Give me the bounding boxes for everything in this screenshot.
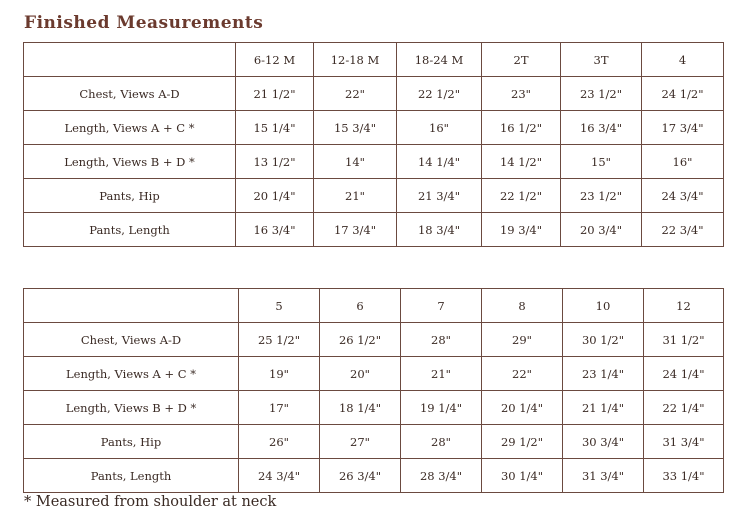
measurement-cell: 28 3/4" <box>401 459 482 493</box>
table-row <box>24 323 724 357</box>
measurement-cell: 31 3/4" <box>644 425 724 459</box>
measurement-cell: 22 3/4" <box>642 213 724 247</box>
size-header: 18-24 M <box>397 43 482 77</box>
table-row <box>24 391 724 425</box>
table-header-row <box>24 289 724 323</box>
size-header: 12-18 M <box>314 43 397 77</box>
measurement-cell: 21 1/2" <box>236 77 314 111</box>
measurement-cell: 16" <box>642 145 724 179</box>
page-title: Finished Measurements <box>24 13 264 33</box>
measurement-cell: 17 3/4" <box>642 111 724 145</box>
measurement-cell: 30 3/4" <box>563 425 644 459</box>
measurement-cell: 27" <box>320 425 401 459</box>
table-row <box>24 459 724 493</box>
measurement-cell: 22 1/2" <box>397 77 482 111</box>
measurement-cell: 33 1/4" <box>644 459 724 493</box>
size-header: 3T <box>561 43 642 77</box>
measurement-cell: 30 1/4" <box>482 459 563 493</box>
measurement-cell: 22 1/2" <box>482 179 561 213</box>
measurement-cell: 24 1/2" <box>642 77 724 111</box>
measurement-cell: 23 1/2" <box>561 179 642 213</box>
measurement-cell: 21" <box>314 179 397 213</box>
row-label: Pants, Hip <box>24 179 236 213</box>
row-label: Length, Views B + D * <box>24 391 239 425</box>
measurement-cell: 14 1/4" <box>397 145 482 179</box>
size-header: 6 <box>320 289 401 323</box>
row-label: Length, Views A + C * <box>24 111 236 145</box>
measurement-cell: 16" <box>397 111 482 145</box>
row-label: Pants, Length <box>24 459 239 493</box>
corner-cell <box>24 289 239 323</box>
size-header: 10 <box>563 289 644 323</box>
measurement-cell: 28" <box>401 323 482 357</box>
measurement-cell: 25 1/2" <box>239 323 320 357</box>
size-header: 12 <box>644 289 724 323</box>
table-row <box>24 145 724 179</box>
measurement-cell: 22" <box>314 77 397 111</box>
measurement-cell: 28" <box>401 425 482 459</box>
measurement-cell: 24 1/4" <box>644 357 724 391</box>
table-header-row <box>24 43 724 77</box>
measurement-cell: 23 1/2" <box>561 77 642 111</box>
measurement-cell: 30 1/2" <box>563 323 644 357</box>
measurement-cell: 21" <box>401 357 482 391</box>
measurements-table-large-sizes <box>23 288 724 493</box>
footnote: * Measured from shoulder at neck <box>24 494 277 510</box>
measurement-cell: 21 3/4" <box>397 179 482 213</box>
measurement-cell: 23" <box>482 77 561 111</box>
row-label: Chest, Views A-D <box>24 323 239 357</box>
measurement-cell: 17" <box>239 391 320 425</box>
measurement-cell: 17 3/4" <box>314 213 397 247</box>
measurement-cell: 26 3/4" <box>320 459 401 493</box>
measurement-cell: 20 1/4" <box>482 391 563 425</box>
measurement-cell: 19" <box>239 357 320 391</box>
measurement-cell: 15" <box>561 145 642 179</box>
row-label: Pants, Hip <box>24 425 239 459</box>
table-row <box>24 213 724 247</box>
measurement-cell: 26 1/2" <box>320 323 401 357</box>
table-row <box>24 77 724 111</box>
measurement-cell: 20 1/4" <box>236 179 314 213</box>
measurement-cell: 14" <box>314 145 397 179</box>
measurement-cell: 15 3/4" <box>314 111 397 145</box>
measurement-cell: 23 1/4" <box>563 357 644 391</box>
measurement-cell: 16 3/4" <box>561 111 642 145</box>
measurement-cell: 24 3/4" <box>642 179 724 213</box>
measurement-cell: 18 3/4" <box>397 213 482 247</box>
size-header: 7 <box>401 289 482 323</box>
measurement-cell: 13 1/2" <box>236 145 314 179</box>
table-row <box>24 425 724 459</box>
table-row <box>24 179 724 213</box>
row-label: Length, Views A + C * <box>24 357 239 391</box>
size-header: 5 <box>239 289 320 323</box>
corner-cell <box>24 43 236 77</box>
row-label: Length, Views B + D * <box>24 145 236 179</box>
measurement-cell: 29 1/2" <box>482 425 563 459</box>
measurement-cell: 14 1/2" <box>482 145 561 179</box>
size-header: 6-12 M <box>236 43 314 77</box>
measurement-cell: 31 1/2" <box>644 323 724 357</box>
measurement-cell: 19 1/4" <box>401 391 482 425</box>
measurement-cell: 19 3/4" <box>482 213 561 247</box>
measurements-table-small-sizes <box>23 42 724 247</box>
measurement-cell: 18 1/4" <box>320 391 401 425</box>
measurement-cell: 31 3/4" <box>563 459 644 493</box>
table-row <box>24 111 724 145</box>
measurement-cell: 22" <box>482 357 563 391</box>
measurement-cell: 20" <box>320 357 401 391</box>
size-header: 8 <box>482 289 563 323</box>
size-header: 2T <box>482 43 561 77</box>
table-row <box>24 357 724 391</box>
size-header: 4 <box>642 43 724 77</box>
measurement-cell: 24 3/4" <box>239 459 320 493</box>
measurement-cell: 26" <box>239 425 320 459</box>
measurement-cell: 16 3/4" <box>236 213 314 247</box>
measurement-cell: 20 3/4" <box>561 213 642 247</box>
measurement-cell: 22 1/4" <box>644 391 724 425</box>
measurement-cell: 21 1/4" <box>563 391 644 425</box>
row-label: Pants, Length <box>24 213 236 247</box>
row-label: Chest, Views A-D <box>24 77 236 111</box>
measurement-cell: 15 1/4" <box>236 111 314 145</box>
measurement-cell: 16 1/2" <box>482 111 561 145</box>
measurement-cell: 29" <box>482 323 563 357</box>
